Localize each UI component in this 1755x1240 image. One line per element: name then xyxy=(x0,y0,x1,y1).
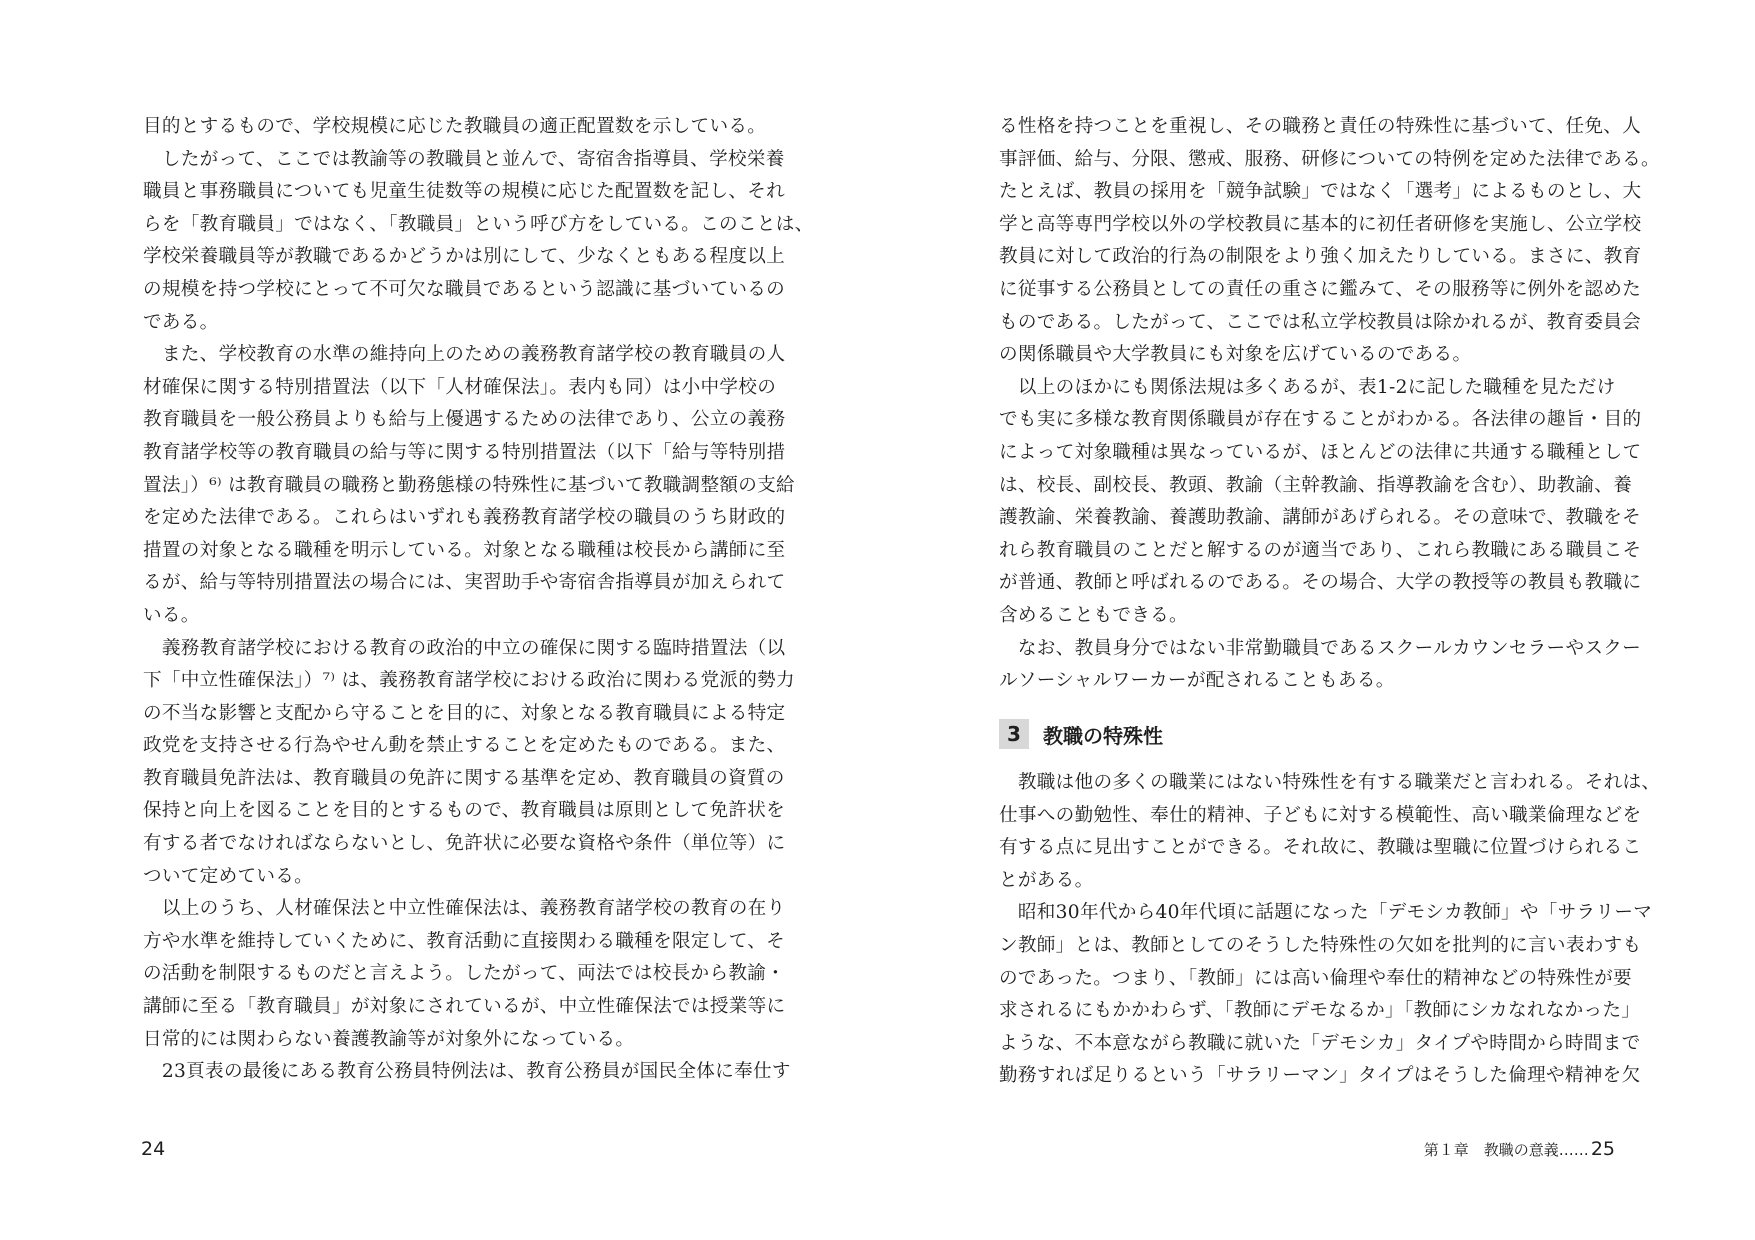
text-line: 教育職員を一般公務員よりも給与上優遇するための法律であり、公立の義務 xyxy=(143,409,786,431)
text-line: ような、不本意ながら教職に就いた「デモシカ」タイプや時間から時間まで xyxy=(999,1032,1641,1054)
running-footer-right xyxy=(1422,1138,1615,1160)
text-line: 勤務すれば足りるという「サラリーマン」タイプはそうした倫理や精神を欠 xyxy=(999,1065,1641,1087)
text-line: る性格を持つことを重視し、その職務と責任の特殊性に基づいて、任免、人 xyxy=(999,116,1642,137)
text-line: ついて定めている。 xyxy=(143,865,314,887)
text-line: 学校栄養職員等が教職であるかどうかは別にして、少なくともある程度以上 xyxy=(143,246,786,268)
text-line: 学と高等専門学校以外の学校教員に基本的に初任者研修を実施し、公立学校 xyxy=(999,213,1642,235)
text-line: 目的とするもので、学校規模に応じた教職員の適正配置数を示している。 xyxy=(143,116,767,137)
section-heading xyxy=(999,719,1163,749)
text-line: また、学校教育の水準の維持向上のための義務教育諸学校の教育職員の人 xyxy=(143,344,786,366)
text-line: の関係職員や大学教員にも対象を広げているのである。 xyxy=(999,344,1472,366)
text-line: である。 xyxy=(143,311,219,333)
text-line: 23頁表の最後にある教育公務員特例法は、教育公務員が国民全体に奉仕す xyxy=(143,1061,791,1083)
text-line: 含めることもできる。 xyxy=(999,604,1188,626)
text-line: を定めた法律である。これらはいずれも義務教育諸学校の職員のうち財政的 xyxy=(143,507,786,529)
running-head: 第１章 教職の意義…… xyxy=(1423,1141,1589,1159)
text-line: たとえば、教員の採用を「競争試験」ではなく「選考」によるものとし、大 xyxy=(999,181,1642,203)
right-body-text-top xyxy=(999,111,1660,698)
text-line: の規模を持つ学校にとって不可欠な職員であるという認識に基づいているの xyxy=(143,278,786,300)
text-line: 保持と向上を図ることを目的とするもので、教育職員は原則として免許状を xyxy=(143,800,786,822)
text-line: 仕事への勤勉性、奉仕的精神、子どもに対する模範性、高い職業倫理などを xyxy=(999,804,1642,826)
text-line: 下「中立性確保法」）⁷⁾ は、義務教育諸学校における政治に関わる党派的勢力 xyxy=(143,670,795,692)
text-line: 政党を支持させる行為やせん動を禁止することを定めたものである。また、 xyxy=(143,735,786,757)
page-number-right: 25 xyxy=(1590,1138,1615,1160)
text-line: 以上のうち、人材確保法と中立性確保法は、義務教育諸学校の教育の在り xyxy=(143,898,786,920)
text-line: 材確保に関する特別措置法（以下「人材確保法」。表内も同）は小中学校の xyxy=(143,376,777,398)
text-line: に従事する公務員としての責任の重さに鑑みて、その服務等に例外を認めた xyxy=(999,278,1642,300)
section-title: 教職の特殊性 xyxy=(1043,723,1163,748)
text-line: ルソーシャルワーカーが配されることもある。 xyxy=(999,670,1395,692)
text-line: 昭和30年代から40年代頃に話題になった「デモシカ教師」や「サラリーマ xyxy=(999,902,1653,924)
left-page xyxy=(0,0,877,1240)
text-line: 義務教育諸学校における教育の政治的中立の確保に関する臨時措置法（以 xyxy=(143,637,786,659)
text-line: のであった。つまり、「教師」には高い倫理や奉仕的精神などの特殊性が要 xyxy=(999,967,1632,989)
text-line: 以上のほかにも関係法規は多くあるが、表1‐2に記した職種を見ただけ xyxy=(999,376,1616,398)
text-line: ン教師」とは、教師としてのそうした特殊性の欠如を批判的に言い表わすも xyxy=(999,934,1642,956)
text-line: 措置の対象となる職種を明示している。対象となる職種は校長から講師に至 xyxy=(143,539,786,561)
right-page xyxy=(877,0,1755,1240)
left-body-text xyxy=(143,111,814,1089)
text-line: の不当な影響と支配から守ることを目的に、対象となる教育職員による特定 xyxy=(143,702,786,724)
text-line: によって対象職種は異なっているが、ほとんどの法律に共通する職種として xyxy=(999,441,1642,463)
text-line: 求されるにもかかわらず、「教師にデモなるか」「教師にシカなれなかった」 xyxy=(999,1000,1641,1022)
text-line: 教育諸学校等の教育職員の給与等に関する特別措置法（以下「給与等特別措 xyxy=(143,441,786,463)
text-line: 教育職員免許法は、教育職員の免許に関する基準を定め、教育職員の資質の xyxy=(143,767,785,789)
text-line: が普通、教師と呼ばれるのである。その場合、大学の教授等の教員も教職に xyxy=(999,572,1642,594)
text-line: れら教育職員のことだと解するのが適当であり、これら教職にある職員こそ xyxy=(999,539,1642,561)
text-line: なお、教員身分ではない非常勤職員であるスクールカウンセラーやスクー xyxy=(999,637,1642,659)
text-line: 日常的には関わらない養護教諭等が対象外になっている。 xyxy=(143,1028,635,1050)
text-line: 教職は他の多くの職業にはない特殊性を有する職業だと言われる。それは、 xyxy=(999,772,1661,793)
text-line: 教員に対して政治的行為の制限をより強く加えたりしている。まさに、教育 xyxy=(999,246,1642,268)
text-line: 有する点に見出すことができる。それ故に、教職は聖職に位置づけられるこ xyxy=(999,837,1642,859)
text-line: でも実に多様な教育関係職員が存在することがわかる。各法律の趣旨・目的 xyxy=(999,409,1642,431)
text-line: らを「教育職員」ではなく、「教職員」という呼び方をしている。このことは、 xyxy=(143,213,814,235)
text-line: の活動を制限するものだと言えよう。したがって、両法では校長から教諭・ xyxy=(143,963,786,985)
text-line: 置法」）⁶⁾ は教育職員の職務と勤務態様の特殊性に基づいて教職調整額の支給 xyxy=(143,474,795,496)
text-line: 護教諭、栄養教諭、養護助教諭、講師があげられる。その意味で、教職をそ xyxy=(999,507,1642,529)
section-number: 3 xyxy=(999,719,1029,749)
text-line: 職員と事務職員についても児童生徒数等の規模に応じた配置数を記し、それ xyxy=(143,181,786,203)
text-line: したがって、ここでは教諭等の教職員と並んで、寄宿舎指導員、学校栄養 xyxy=(143,148,785,170)
text-line: 事評価、給与、分限、懲戒、服務、研修についての特例を定めた法律である。 xyxy=(999,148,1660,170)
text-line: とがある。 xyxy=(999,869,1094,891)
text-line: は、校長、副校長、教頭、教諭（主幹教諭、指導教諭を含む）、助教諭、養 xyxy=(999,474,1633,496)
text-line: 有する者でなければならないとし、免許状に必要な資格や条件（単位等）に xyxy=(143,833,786,855)
text-line: 方や水準を維持していくために、教育活動に直接関わる職種を限定して、そ xyxy=(143,930,786,952)
text-line: るが、給与等特別措置法の場合には、実習助手や寄宿舎指導員が加えられて xyxy=(143,572,786,594)
page-number-left: 24 xyxy=(141,1138,166,1160)
text-line: いる。 xyxy=(143,604,200,626)
right-body-text-bottom xyxy=(999,767,1660,1093)
text-line: ものである。したがって、ここでは私立学校教員は除かれるが、教育委員会 xyxy=(999,311,1642,333)
text-line: 講師に至る「教育職員」が対象にされているが、中立性確保法では授業等に xyxy=(143,996,786,1018)
